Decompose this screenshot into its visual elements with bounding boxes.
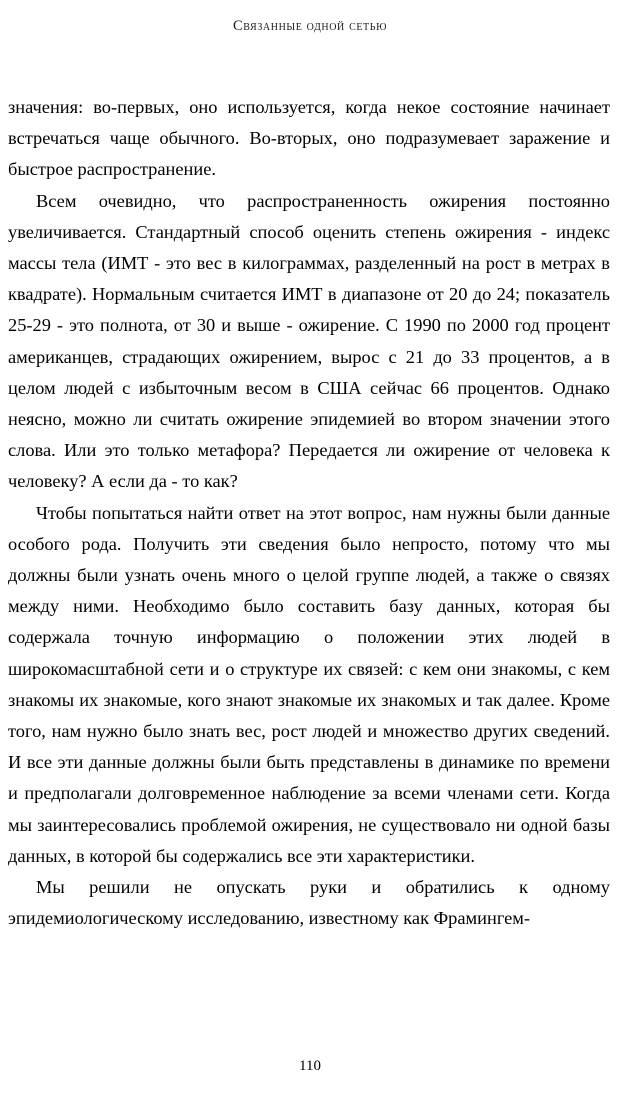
running-head: Связанные одной сетью (233, 18, 387, 34)
paragraph: Чтобы попытаться найти ответ на этот вопрос, нам нужны были данные особого рода. Получить эти сведения было непросто, потому что мы должны были узнать очень много о целой группе людей, а также о связях между ними. Необходимо было составить базу данных, которая бы содержала точную информацию о положении этих людей в широкомасштабной сети и о структуре их связей: с кем они знакомы, с кем знакомы их знакомые, кого знают знакомые их знакомых и так далее. Кроме того, нам нужно было знать вес, рост людей и множество других сведений. И все эти данные должны были быть представлены в динамике по времени и предполагали долговременное наблюдение за всеми членами сети. Когда мы заинтересовались проблемой ожирения, не существовало ни одной базы данных, в которой бы содержались все эти характеристики. (8, 502, 610, 866)
paragraph: Всем очевидно, что распространенность ожирения постоянно увеличивается. Стандартный способ оценить степень ожирения - индекс массы тела (ИМТ - это вес в килограммах, разделенный на рост в метрах в квадрате). Нормальным считается ИМТ в диапазоне от 20 до 24; показатель 25-29 - это полнота, от 30 и выше - ожирение. С 1990 по 2000 год процент американцев, страдающих ожирением, вырос с 21 до 33 процентов, а в целом людей с избыточным весом в США сейчас 66 процентов. Однако неясно, можно ли считать ожирение эпидемией во втором значении этого слова. Или это только метафора? Передается ли ожирение от человека к человеку? А если да - то как? (8, 190, 610, 492)
page-number: 110 (299, 1058, 321, 1074)
paragraph: Мы решили не опускать руки и обратились к одному эпидемиологическому исследованию, известному как Фрамингем- (8, 877, 610, 929)
page-body (8, 92, 610, 934)
paragraph: значения: во-первых, оно используется, когда некое состояние начинает встречаться чаще обычного. Во-вторых, оно подразумевает заражение и быстрое распространение. (8, 97, 610, 180)
